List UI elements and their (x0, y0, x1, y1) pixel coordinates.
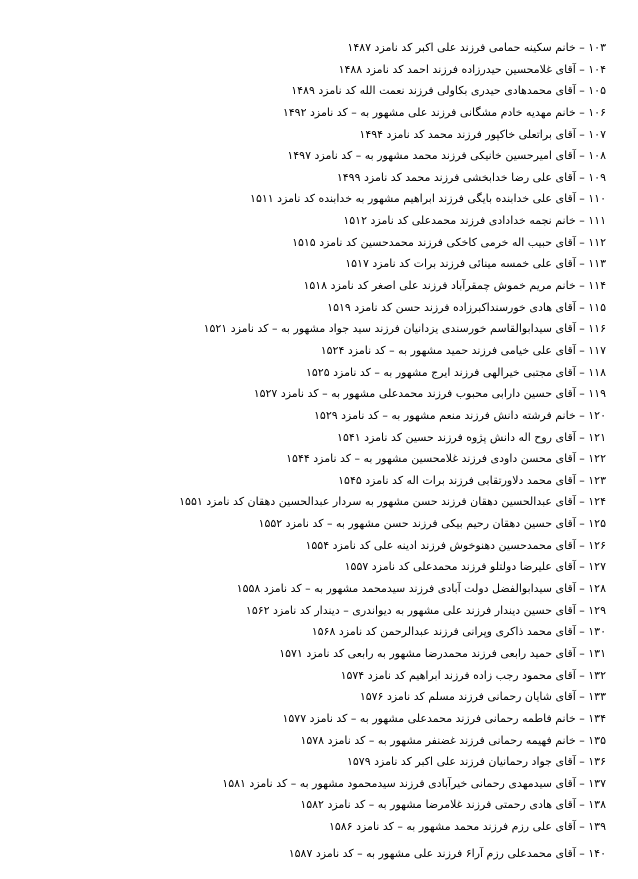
candidate-entry: ۱۱۰ – آقای علی خدابنده بایگی فرزند ابراهیم مشهور به خدابنده کد نامزد ۱۵۱۱ (250, 192, 606, 206)
candidate-entry: ۱۰۹ – آقای علی رضا خدابخشی فرزند محمد کد نامزد ۱۴۹۹ (336, 170, 606, 184)
candidate-entry: ۱۲۷ – آقای علیرضا دولتلو فرزند محمدعلی کد نامزد ۱۵۵۷ (344, 560, 606, 574)
candidate-entry: ۱۳۳ – آقای شایان رحمانی فرزند مسلم کد نامزد ۱۵۷۶ (359, 690, 606, 704)
candidate-entry: ۱۲۶ – آقای محمدحسین دهنوخوش فرزند ادینه علی کد نامزد ۱۵۵۴ (305, 538, 606, 552)
candidate-entry: ۱۱۹ – آقای حسین دارابی محبوب فرزند محمدعلی مشهور به – کد نامزد ۱۵۲۷ (253, 387, 606, 401)
candidate-entry: ۱۱۸ – آقای مجتبی خیرالهی فرزند ایرج مشهور به – کد نامزد ۱۵۲۵ (305, 365, 606, 379)
candidate-entry: ۱۲۰ – خانم فرشته دانش فرزند منعم مشهور به – کد نامزد ۱۵۲۹ (314, 408, 606, 422)
candidate-list (0, 37, 606, 864)
candidate-entry: ۱۲۴ – آقای عبدالحسین دهقان فرزند حسن مشهور به سردار عبدالحسین دهقان کد نامزد ۱۵۵۱ (179, 495, 606, 509)
candidate-entry: ۱۳۲ – آقای محمود رجب زاده فرزند ابراهیم کد نامزد ۱۵۷۴ (340, 668, 606, 682)
candidate-entry: ۱۲۵ – آقای حسین دهقان رحیم بیکی فرزند حسن مشهور به – کد نامزد ۱۵۵۲ (258, 517, 606, 531)
candidate-entry: ۱۰۷ – آقای براتعلی خاکپور فرزند محمد کد نامزد ۱۴۹۴ (359, 127, 606, 141)
candidate-entry: ۱۱۱ – خانم نجمه خدادادی فرزند محمدعلی کد نامزد ۱۵۱۲ (343, 214, 606, 228)
candidate-entry: ۱۰۵ – آقای محمدهادی حیدری بکاولی فرزند نعمت الله کد نامزد ۱۴۸۹ (291, 84, 606, 98)
candidate-entry: ۱۳۶ – آقای جواد رحمانیان فرزند علی اکبر کد نامزد ۱۵۷۹ (346, 755, 606, 769)
candidate-entry: ۱۲۸ – آقای سیدابوالفضل دولت آبادی فرزند سیدمحمد مشهور به – کد نامزد ۱۵۵۸ (236, 582, 606, 596)
candidate-entry: ۱۰۶ – خانم مهدیه خادم مشگانی فرزند علی مشهور به – کد نامزد ۱۴۹۲ (282, 105, 606, 119)
candidate-entry: ۱۰۴ – آقای غلامحسین حیدرزاده فرزند احمد کد نامزد ۱۴۸۸ (338, 62, 606, 76)
candidate-entry: ۱۴۰ – آقای محمدعلی رزم آرا۶ فرزند علی مشهور به – کد نامزد ۱۵۸۷ (288, 846, 606, 860)
candidate-entry: ۱۱۷ – آقای علی خیامی فرزند حمید مشهور به – کد نامزد ۱۵۲۴ (320, 343, 606, 357)
candidate-entry: ۱۱۴ – خانم مریم خموش چمقرآباد فرزند علی اصغر کد نامزد ۱۵۱۸ (303, 279, 606, 293)
candidate-entry: ۱۲۱ – آقای روح اله دانش پژوه فرزند حسین کد نامزد ۱۵۴۱ (337, 430, 606, 444)
candidate-entry: ۱۳۸ – آقای هادی رحمتی فرزند غلامرضا مشهور به – کد نامزد ۱۵۸۲ (300, 798, 606, 812)
candidate-entry: ۱۳۷ – آقای سیدمهدی رحمانی خیرآبادی فرزند سیدمحمود مشهور به – کد نامزد ۱۵۸۱ (222, 776, 606, 790)
candidate-entry: ۱۳۰ – آقای محمد ذاکری وپرانی فرزند عبدالرحمن کد نامزد ۱۵۶۸ (311, 625, 606, 639)
candidate-entry: ۱۱۶ – آقای سیدابوالقاسم خورسندی یزدانیان فرزند سید جواد مشهور به – کد نامزد ۱۵۲۱ (203, 322, 606, 336)
candidate-entry: ۱۰۳ – خانم سکینه حمامی فرزند علی اکبر کد نامزد ۱۴۸۷ (347, 41, 606, 54)
candidate-entry: ۱۱۲ – آقای حبیب اله خرمی کاخکی فرزند محمدحسین کد نامزد ۱۵۱۵ (292, 235, 606, 249)
candidate-entry: ۱۲۳ – آقای محمد دلاورتقابی فرزند برات اله کد نامزد ۱۵۴۵ (338, 473, 606, 487)
candidate-entry: ۱۲۲ – آقای محسن داودی فرزند غلامحسین مشهور به – کد نامزد ۱۵۴۴ (286, 452, 606, 466)
candidate-entry: ۱۳۴ – خانم فاطمه رحمانی فرزند محمدعلی مشهور به – کد نامزد ۱۵۷۷ (282, 711, 606, 725)
candidate-entry: ۱۱۵ – آقای هادی خورسنداکبرزاده فرزند حسن کد نامزد ۱۵۱۹ (327, 300, 606, 314)
candidate-entry: ۱۳۹ – آقای علی رزم فرزند محمد مشهور به – کد نامزد ۱۵۸۶ (328, 820, 606, 834)
candidate-entry: ۱۱۳ – آقای علی خمسه مینائی فرزند برات کد نامزد ۱۵۱۷ (345, 257, 606, 271)
candidate-entry: ۱۲۹ – آقای حسین دیندار فرزند علی مشهور به دیواندری – دیندار کد نامزد ۱۵۶۲ (245, 603, 606, 617)
candidate-entry: ۱۳۵ – خانم فهیمه رحمانی فرزند غضنفر مشهور به – کد نامزد ۱۵۷۸ (300, 733, 606, 747)
candidate-entry: ۱۳۱ – آقای حمید رابعی فرزند محمدرضا مشهور به رابعی کد نامزد ۱۵۷۱ (279, 646, 606, 660)
candidate-entry: ۱۰۸ – آقای امیرحسین خانیکی فرزند محمد مشهور به – کد نامزد ۱۴۹۷ (287, 149, 606, 163)
